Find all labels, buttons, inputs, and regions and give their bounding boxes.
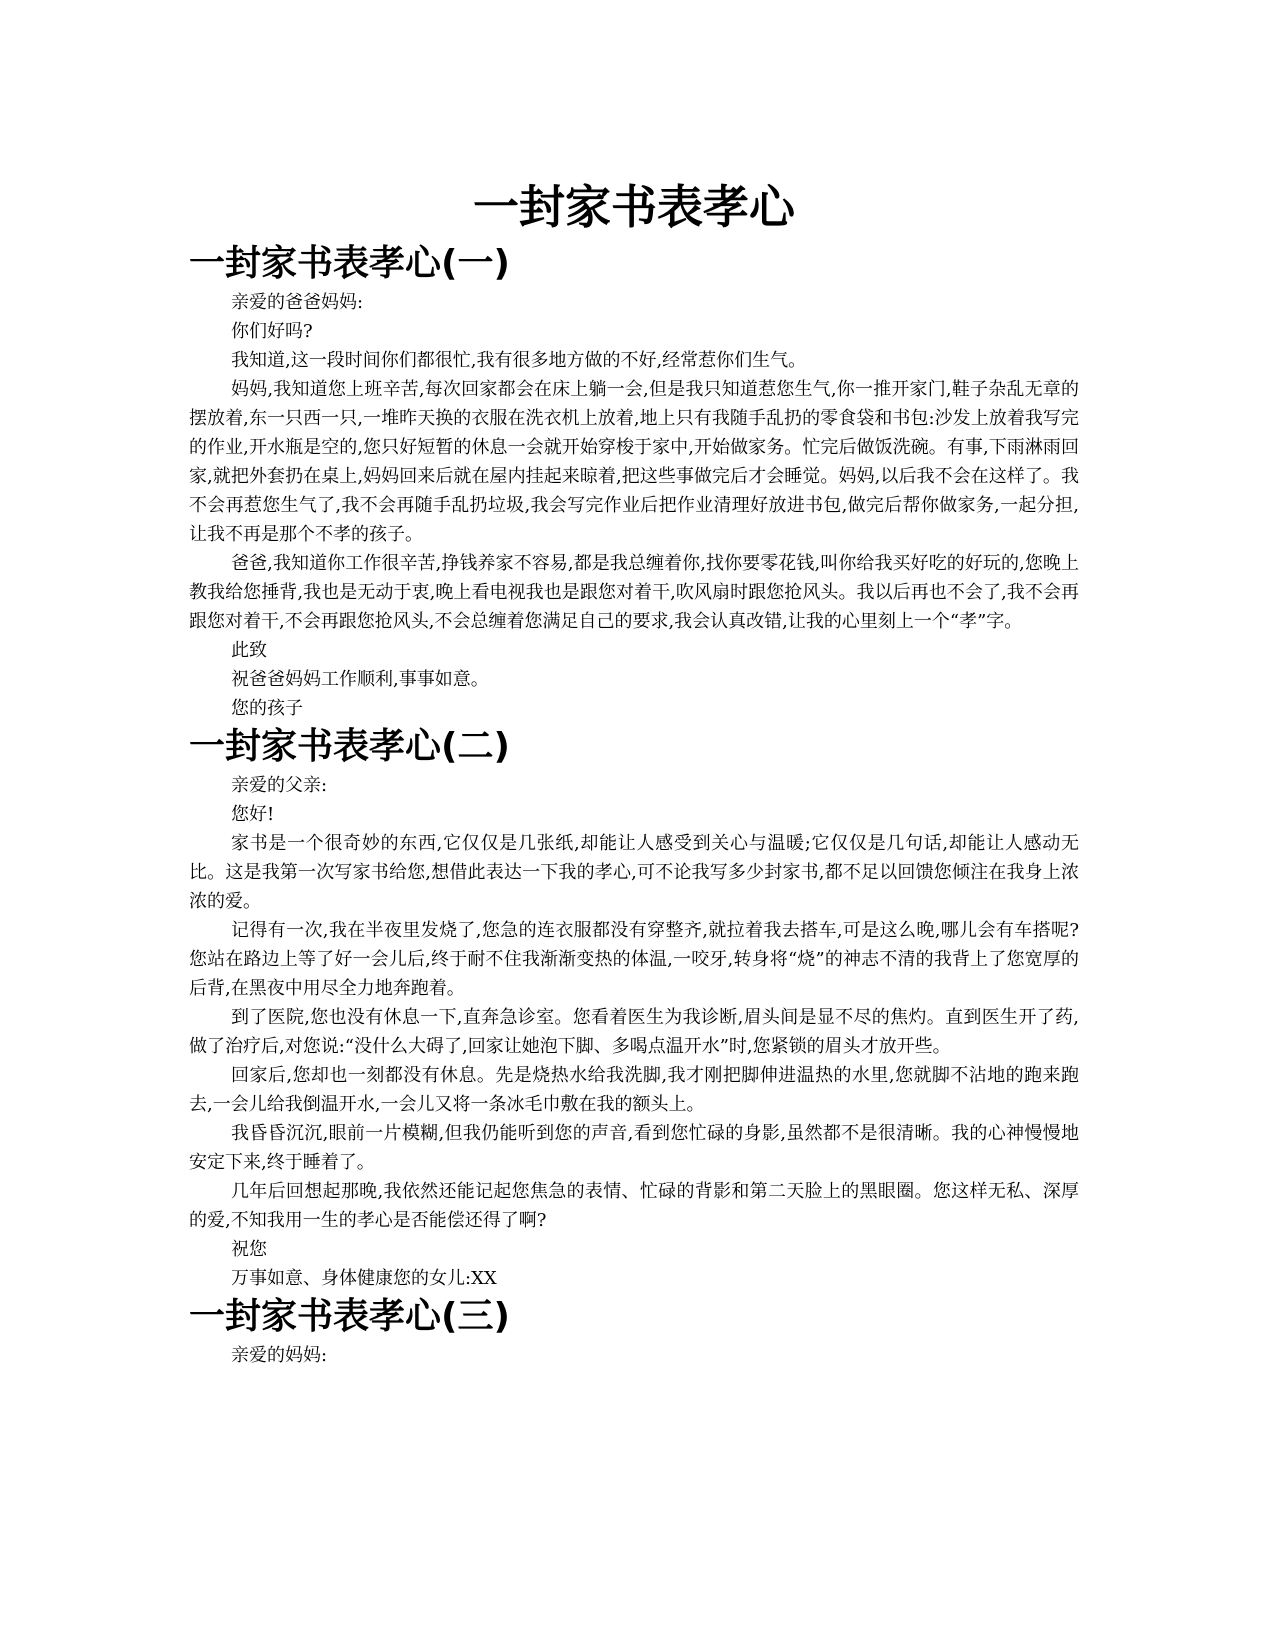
- section-2: [189, 723, 1079, 1293]
- section-1: [189, 240, 1079, 723]
- greeting: 你们好吗?: [231, 321, 313, 342]
- signature-line: 万事如意、身体健康您的女儿:XX: [231, 1268, 497, 1289]
- body-paragraph: 到了医院,您也没有休息一下,直奔急诊室。您看着医生为我诊断,眉头间是显不尽的焦灼。直到医生开了药,做了治疗后,对您说:“没什么大碍了,回家让她泡下脚、多喝点温开水”时,您紧锁的眉头才放开些。: [189, 1007, 1079, 1057]
- salutation: 亲爱的妈妈:: [231, 1345, 328, 1366]
- signature-line: 您的孩子: [231, 698, 303, 719]
- closing-line: 此致: [231, 640, 267, 661]
- body-paragraph: 妈妈,我知道您上班辛苦,每次回家都会在床上躺一会,但是我只知道惹您生气,你一推开家门,鞋子杂乱无章的摆放着,东一只西一只,一堆昨天换的衣服在洗衣机上放着,地上只有我随手乱扔的零食袋和书包:沙发上放着我写完的作业,开水瓶是空的,您只好短暂的休息一会就开始穿梭于家中,开始做家务。忙完后做饭洗碗。有事,下雨淋雨回家,就把外套扔在桌上,妈妈回来后就在屋内挂起来晾着,把这些事做完后才会睡觉。妈妈,以后我不会在这样了。我不会再惹您生气了,我不会再随手乱扔垃圾,我会写完作业后把作业清理好放进书包,做完后帮你做家务,一起分担,让我不再是那个不孝的孩子。: [189, 379, 1079, 545]
- body-paragraph: 家书是一个很奇妙的东西,它仅仅是几张纸,却能让人感受到关心与温暖;它仅仅是几句话,却能让人感动无比。这是我第一次写家书给您,想借此表达一下我的孝心,可不论我写多少封家书,都不足以回馈您倾注在我身上浓浓的爱。: [189, 833, 1079, 912]
- salutation: 亲爱的爸爸妈妈:: [231, 292, 364, 313]
- body-paragraph: 爸爸,我知道你工作很辛苦,挣钱养家不容易,都是我总缠着你,找你要零花钱,叫你给我买好吃的好玩的,您晚上教我给您捶背,我也是无动于衷,晚上看电视我也是跟您对着干,吹风扇时跟您抢风头。我以后再也不会了,我不会再跟您对着干,不会再跟您抢风头,不会总缠着您满足自己的要求,我会认真改错,让我的心里刻上一个“孝”字。: [189, 553, 1079, 632]
- document-page: [189, 178, 1079, 1370]
- section-heading: 一封家书表孝心(一): [189, 243, 510, 284]
- body-paragraph: 回家后,您却也一刻都没有休息。先是烧热水给我洗脚,我才刚把脚伸进温热的水里,您就脚不沾地的跑来跑去,一会儿给我倒温开水,一会儿又将一条冰毛巾敷在我的额头上。: [189, 1065, 1079, 1115]
- document-title: 一封家书表孝心: [473, 180, 795, 234]
- section-heading: 一封家书表孝心(三): [189, 1296, 510, 1337]
- closing-line: 祝您: [231, 1239, 267, 1260]
- section-heading: 一封家书表孝心(二): [189, 726, 510, 767]
- salutation: 亲爱的父亲:: [231, 775, 328, 796]
- section-3: [189, 1293, 1079, 1370]
- body-paragraph: 记得有一次,我在半夜里发烧了,您急的连衣服都没有穿整齐,就拉着我去搭车,可是这么晚,哪儿会有车搭呢?您站在路边上等了好一会儿后,终于耐不住我渐渐变热的体温,一咬牙,转身将“烧”的神志不清的我背上了您宽厚的后背,在黑夜中用尽全力地奔跑着。: [189, 920, 1079, 999]
- body-paragraph: 我知道,这一段时间你们都很忙,我有很多地方做的不好,经常惹你们生气。: [231, 350, 807, 371]
- closing-line: 祝爸爸妈妈工作顺利,事事如意。: [231, 669, 489, 690]
- body-paragraph: 几年后回想起那晚,我依然还能记起您焦急的表情、忙碌的背影和第二天脸上的黑眼圈。您这样无私、深厚的爱,不知我用一生的孝心是否能偿还得了啊?: [189, 1181, 1079, 1231]
- greeting: 您好!: [231, 804, 275, 825]
- body-paragraph: 我昏昏沉沉,眼前一片模糊,但我仍能听到您的声音,看到您忙碌的身影,虽然都不是很清晰。我的心神慢慢地安定下来,终于睡着了。: [189, 1123, 1079, 1173]
